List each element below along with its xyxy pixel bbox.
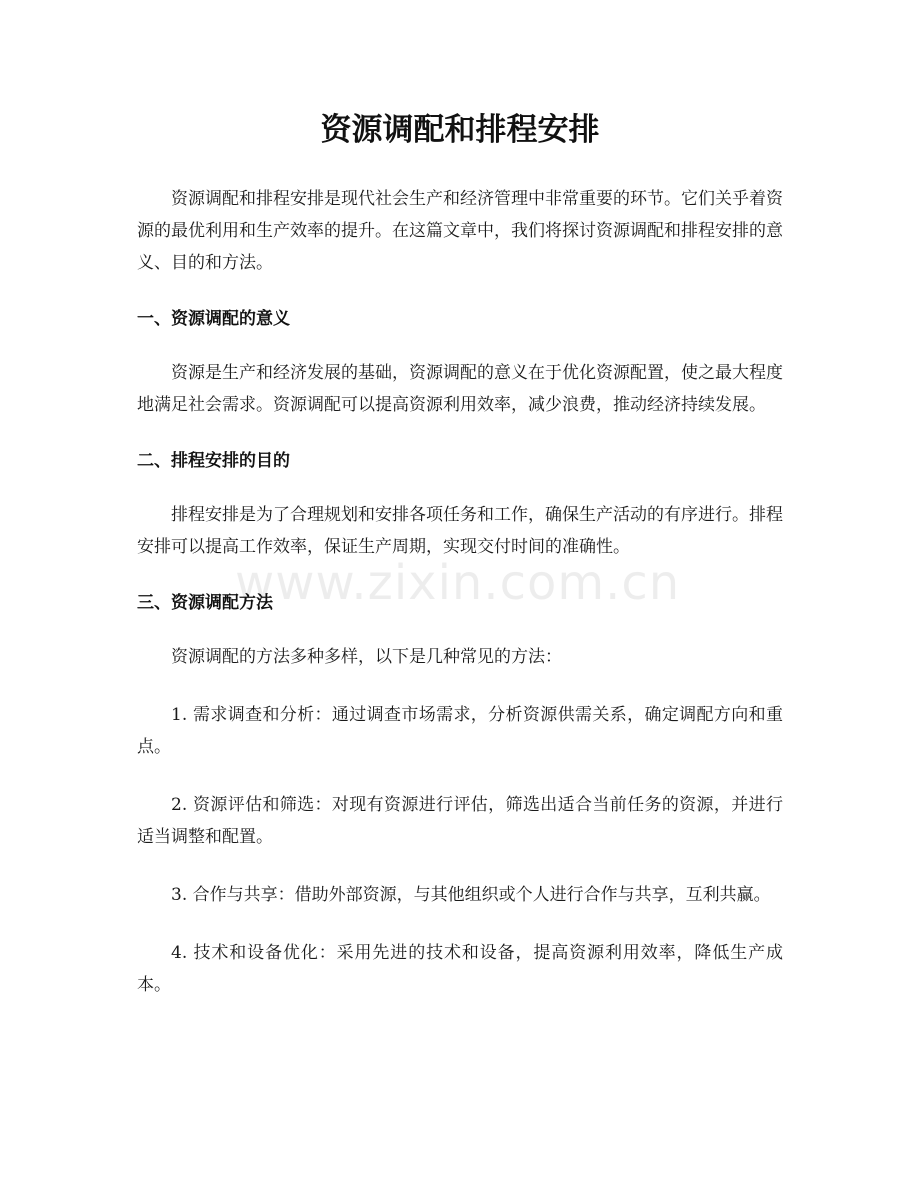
method-item-1: 1. 需求调查和分析：通过调查市场需求，分析资源供需关系，确定调配方向和重点。 bbox=[137, 705, 783, 757]
intro-paragraph: 资源调配和排程安排是现代社会生产和经济管理中非常重要的环节。它们关乎着资源的最优利用和生产效率的提升。在这篇文章中，我们将探讨资源调配和排程安排的意义、目的和方法。 bbox=[137, 189, 783, 273]
section-heading-1: 一、资源调配的意义 bbox=[137, 309, 290, 329]
document-content bbox=[137, 105, 783, 1027]
method-item-2: 2. 资源评估和筛选：对现有资源进行评估，筛选出适合当前任务的资源，并进行适当调整和配置。 bbox=[137, 795, 783, 847]
section-heading-3: 三、资源调配方法 bbox=[137, 593, 273, 613]
section-paragraph-1: 资源是生产和经济发展的基础，资源调配的意义在于优化资源配置，使之最大程度地满足社会需求。资源调配可以提高资源利用效率，减少浪费，推动经济持续发展。 bbox=[137, 363, 783, 415]
document-title: 资源调配和排程安排 bbox=[320, 112, 600, 148]
section-paragraph-3: 资源调配的方法多种多样，以下是几种常见的方法： bbox=[171, 647, 562, 667]
section-heading-2: 二、排程安排的目的 bbox=[137, 451, 290, 471]
method-item-3: 3. 合作与共享：借助外部资源，与其他组织或个人进行合作与共享，互利共赢。 bbox=[171, 885, 771, 905]
method-item-4: 4. 技术和设备优化：采用先进的技术和设备，提高资源利用效率，降低生产成本。 bbox=[137, 943, 783, 995]
section-paragraph-2: 排程安排是为了合理规划和安排各项任务和工作，确保生产活动的有序进行。排程安排可以提高工作效率，保证生产周期，实现交付时间的准确性。 bbox=[137, 505, 783, 557]
watermark-text: www.zixin.com.cn bbox=[235, 555, 681, 611]
